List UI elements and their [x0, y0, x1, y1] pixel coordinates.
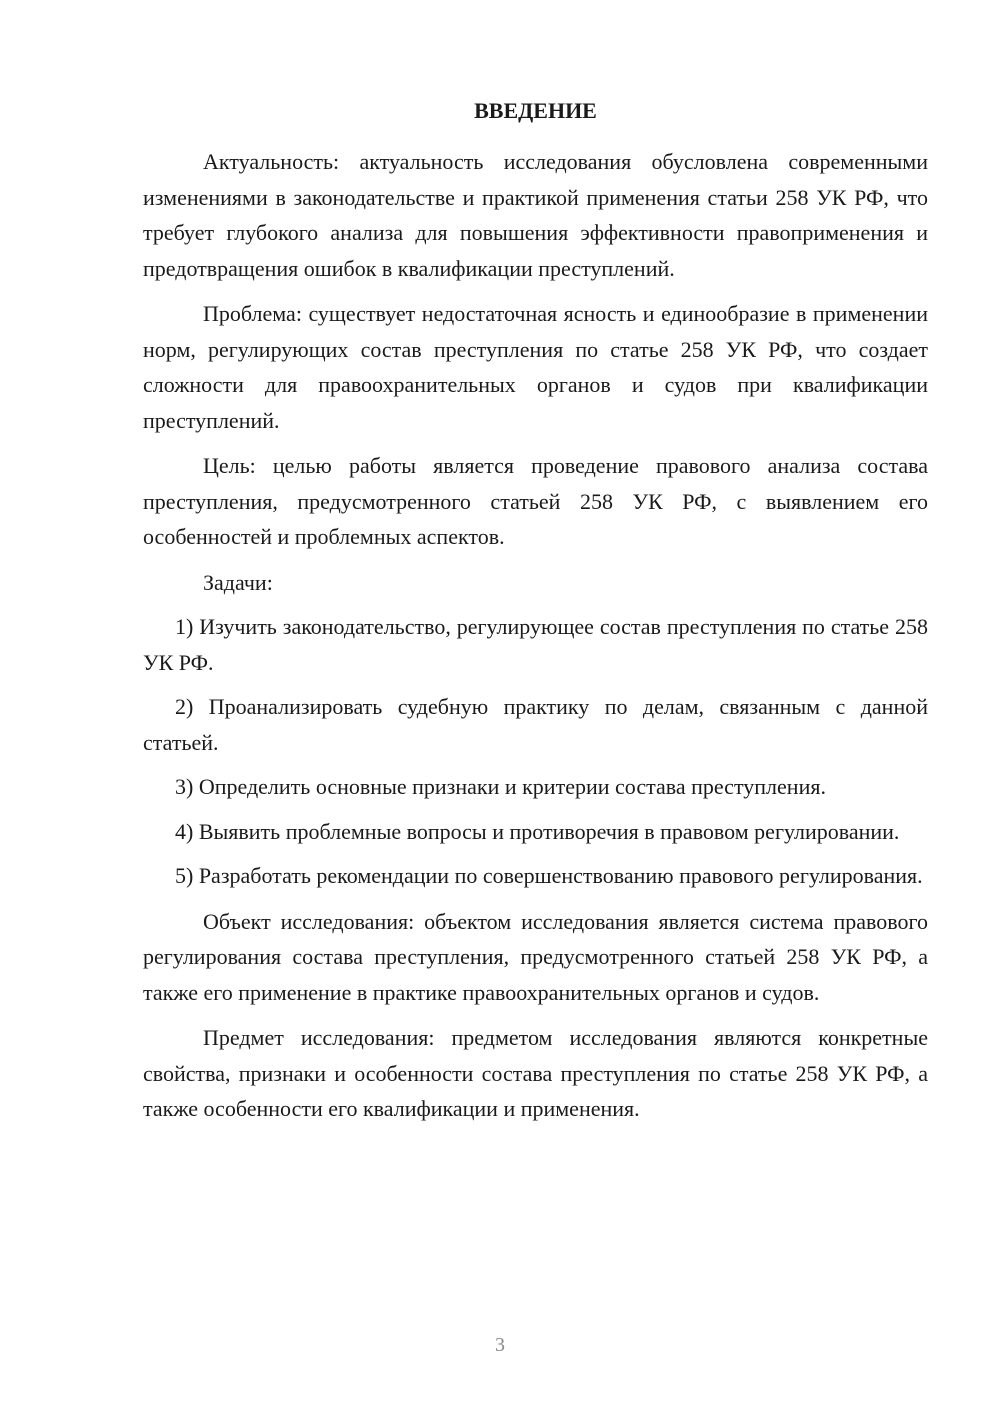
tasks-label: Задачи:: [203, 569, 273, 595]
subject-paragraph: Предмет исследования: предметом исследования являются конкретные свойства, признаки и особенности состава преступления по статье 258 УК РФ, а также особенности его квалификации и применения.: [143, 1025, 928, 1121]
tasks-list: [143, 609, 928, 894]
task-item: 5) Разработать рекомендации по совершенствованию правового регулирования.: [175, 863, 923, 888]
task-item: 1) Изучить законодательство, регулирующее состав преступления по статье 258 УК РФ.: [143, 614, 928, 675]
page-number: 3: [495, 1334, 505, 1356]
task-item: 3) Определить основные признаки и критерии состава преступления.: [175, 774, 826, 799]
object-paragraph: Объект исследования: объектом исследования является система правового регулирования состава преступления, предусмотренного статьей 258 УК РФ, а также его применение в практике правоохранительных органов и судов.: [143, 908, 928, 1005]
task-item: 4) Выявить проблемные вопросы и противоречия в правовом регулировании.: [175, 818, 900, 844]
goal-paragraph: Цель: целью работы является проведение правового анализа состава преступления, предусмотренного статьей 258 УК РФ, с выявлением его особенностей и проблемных аспектов.: [143, 453, 928, 549]
relevance-paragraph: Актуальность: актуальность исследования обусловлена современными изменениями в законодательстве и практикой применения статьи 258 УК РФ, что требует глубокого анализа для повышения эффективности правоприменения и предотвращения ошибок в квалификации преступлений.: [143, 149, 928, 281]
page-body: [143, 96, 928, 1127]
section-heading: ВВЕДЕНИЕ: [474, 98, 597, 123]
task-item: 2) Проанализировать судебную практику по делам, связанным с данной статьей.: [143, 694, 928, 755]
problem-paragraph: Проблема: существует недостаточная ясность и единообразие в применении норм, регулирующих состав преступления по статье 258 УК РФ, что создает сложности для правоохранительных органов и судов при квалификации преступлений.: [143, 301, 928, 433]
